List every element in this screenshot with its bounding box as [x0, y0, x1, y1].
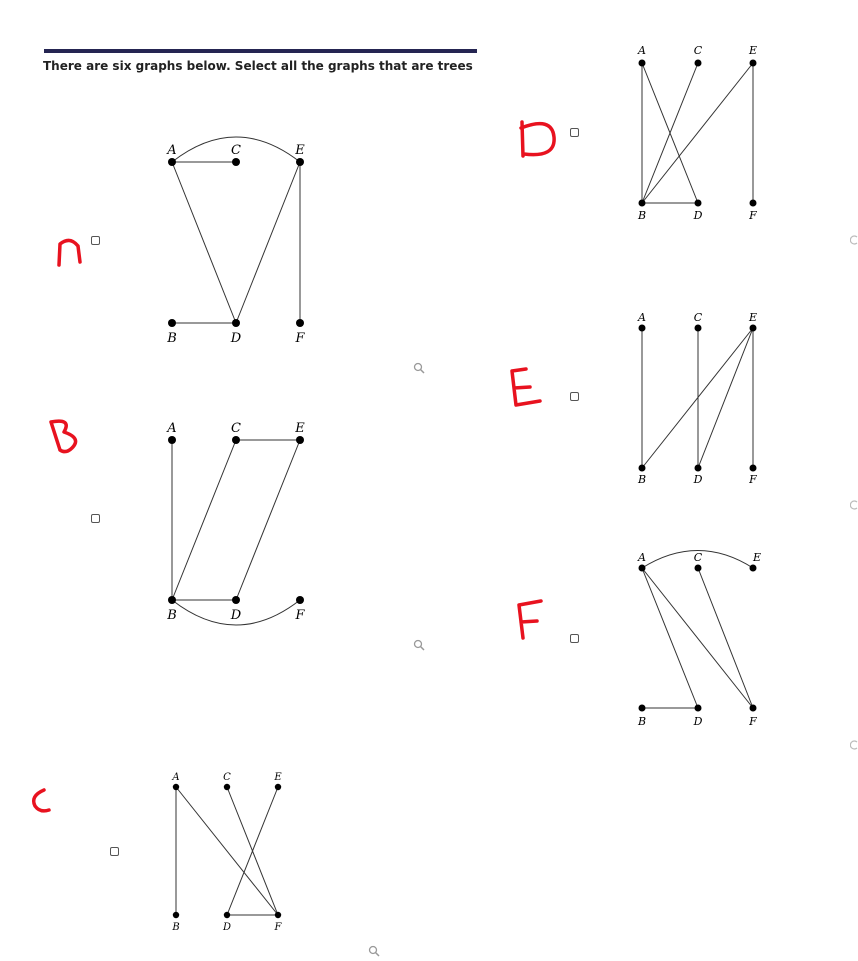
- vertex-label: E: [748, 44, 758, 57]
- graph-f: [620, 545, 770, 735]
- vertex-label: D: [230, 608, 242, 623]
- vertex-label: B: [167, 331, 177, 346]
- vertex-label: E: [295, 421, 305, 436]
- vertex-label: D: [693, 715, 703, 728]
- vertex-label: B: [167, 608, 177, 623]
- vertex-label: A: [638, 551, 646, 564]
- question-header-bar: [44, 49, 477, 53]
- vertex-label: F: [295, 608, 305, 623]
- vertex-label: F: [749, 715, 757, 728]
- graph-c: [160, 765, 310, 935]
- vertex-label: A: [638, 311, 646, 324]
- checkbox-graph-f[interactable]: [570, 634, 579, 643]
- vertex-label: C: [693, 551, 703, 564]
- vertex-label: C: [693, 311, 703, 324]
- partial-icon: [850, 740, 858, 750]
- partial-icon: [850, 500, 858, 510]
- vertex-label: D: [230, 331, 242, 346]
- handwritten-letter-e: [512, 369, 540, 405]
- handwritten-letter-f: [519, 601, 541, 638]
- checkbox-graph-c[interactable]: [110, 847, 119, 856]
- vertex-label: C: [223, 772, 231, 783]
- vertex-label: B: [637, 473, 647, 486]
- handwritten-letter-d: [521, 122, 554, 156]
- graph-a: [150, 130, 350, 360]
- vertex-label: A: [638, 44, 646, 57]
- vertex-label: E: [752, 551, 762, 564]
- vertex-label: F: [274, 922, 282, 933]
- vertex-label: B: [172, 922, 180, 933]
- vertex-label: F: [749, 473, 757, 486]
- vertex-label: A: [167, 421, 177, 436]
- vertex-label: E: [274, 772, 282, 783]
- handwritten-letter-b: [51, 421, 76, 451]
- magnify-icon[interactable]: [368, 945, 380, 957]
- checkbox-graph-d[interactable]: [570, 128, 579, 137]
- vertex-label: D: [222, 922, 232, 933]
- vertex-label: D: [693, 473, 703, 486]
- handwritten-letter-c: [34, 790, 49, 811]
- graph-b: [150, 410, 350, 640]
- vertex-label: F: [295, 331, 305, 346]
- handwritten-letter-a: [59, 240, 80, 265]
- checkbox-graph-e[interactable]: [570, 392, 579, 401]
- checkbox-graph-a[interactable]: [91, 236, 100, 245]
- vertex-label: A: [167, 143, 177, 158]
- vertex-label: C: [231, 143, 241, 158]
- vertex-label: A: [172, 772, 180, 783]
- vertex-label: C: [693, 44, 703, 57]
- graph-e: [620, 306, 770, 486]
- vertex-label: E: [748, 311, 758, 324]
- vertex-label: C: [231, 421, 241, 436]
- magnify-icon[interactable]: [413, 639, 425, 651]
- vertex-label: B: [637, 209, 647, 222]
- vertex-label: E: [295, 143, 305, 158]
- magnify-icon[interactable]: [413, 362, 425, 374]
- vertex-label: B: [637, 715, 647, 728]
- vertex-label: D: [693, 209, 703, 222]
- vertex-label: F: [749, 209, 757, 222]
- graph-d: [620, 42, 770, 222]
- checkbox-graph-b[interactable]: [91, 514, 100, 523]
- partial-icon: [850, 235, 858, 245]
- question-text: There are six graphs below. Select all the graphs that are trees: [43, 59, 473, 73]
